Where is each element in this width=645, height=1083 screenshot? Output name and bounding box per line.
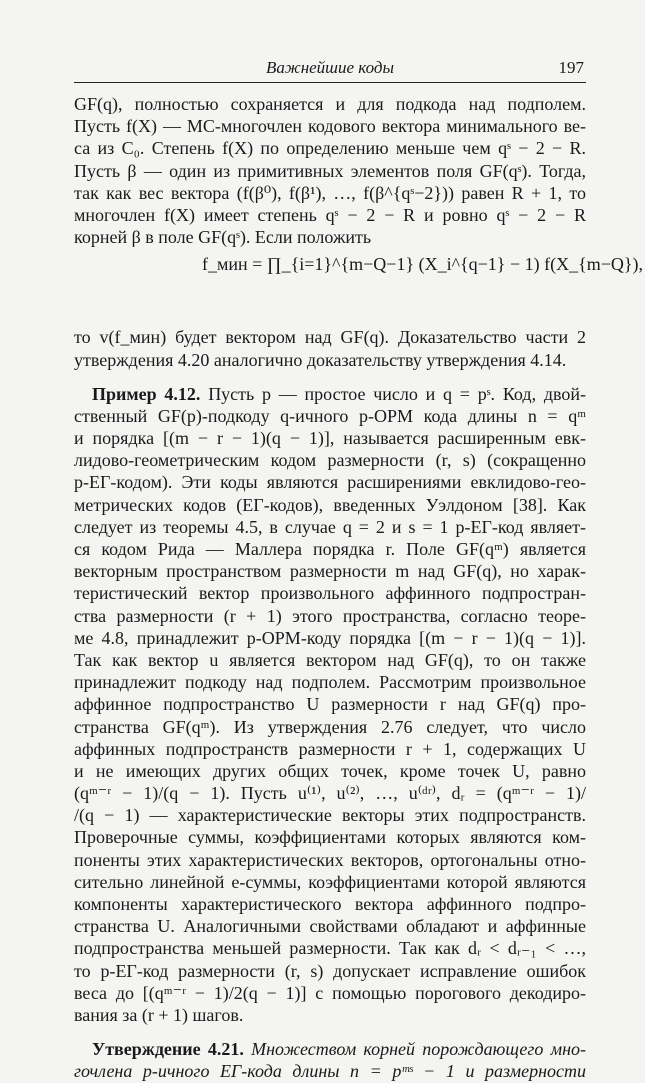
text-line: ся кодом Рида — Маллера порядка r. Поле GF(qᵐ) является (74, 539, 586, 559)
text-line: принадлежит подкоду над подполем. Рассмотрим произвольное (74, 672, 586, 693)
statement-line-text: Множеством корней порождающего мно- (251, 1039, 587, 1060)
statement-4-21 (74, 1038, 586, 1082)
text-line: подпространства меньшей размерности. Так как dᵣ < dᵣ₋₁ < …, (74, 938, 586, 959)
paragraph-2 (74, 326, 586, 370)
text-line: ства размерности (r + 1) этого пространства, согласно теоре- (74, 605, 586, 626)
text-line: поненты этих характеристических векторов, ортогональны отно- (74, 849, 586, 870)
text-line: GF(q), полностью сохраняется и для подкода над подполем. (74, 94, 586, 114)
text-line: утверждения 4.20 аналогично доказательству утверждения 4.14. (74, 349, 567, 370)
display-formula (74, 248, 644, 326)
formula-text: f_мин = ∏_{i=1}^{m−Q−1} (X_i^{q−1} − 1) f(X_{m−Q}), (202, 254, 644, 275)
text-line: так как вес вектора (f(β⁰), f(β¹), …, f(β^{qˢ−2})) равен R + 1, то (74, 182, 586, 203)
text-line: са из C₀. Степень f(X) по определению меньше чем qˢ − 2 − R. (74, 138, 586, 159)
text-line: аффинное подпространство U размерности r над GF(q) про- (74, 694, 586, 715)
text-line: компоненты характеристического вектора аффинного подпро- (74, 894, 586, 914)
text-line: многочлен f(X) имеет степень qˢ − 2 − R и ровно qˢ − 2 − R (74, 204, 586, 225)
text-line: Пусть f(X) — MC-многочлен кодового вектора минимального ве- (74, 116, 586, 137)
statement-heading: Утверждение 4.21. (92, 1039, 244, 1060)
text-line: Пусть β — один из примитивных элементов поля GF(qˢ). Тогда, (74, 160, 586, 181)
text-line: Проверочные суммы, коэффициентами которых являются ком- (74, 827, 586, 848)
text-line: Так как вектор u является вектором над GF(q), то он также (74, 649, 586, 670)
text-line: корней β в поле GF(qˢ). Если положить (74, 227, 372, 248)
text-line: веса до [(qᵐ⁻ʳ − 1)/2(q − 1)] с помощью порогового декодиро- (74, 982, 586, 1003)
example-line-text: Пусть p — простое число и q = pˢ. Код, двой- (208, 383, 586, 404)
text-line: метрических кодов (ЕГ-кодов), введенных Уэлдоном [38]. Как (74, 494, 586, 515)
text-line (74, 1038, 586, 1060)
text-line: /(q − 1) — характеристические векторы этих подпространств. (74, 805, 586, 826)
text-line: то v(f_мин) будет вектором над GF(q). Доказательство части 2 (74, 327, 586, 348)
running-title: Важнейшие коды (266, 58, 394, 77)
text-line: то р-ЕГ-код размерности (r, s) допускает исправление ошибок (74, 960, 586, 981)
text-line: и не имеющих других общих точек, кроме точек U, равно (74, 760, 586, 781)
text-line: вания за (r + 1) шагов. (74, 1004, 244, 1025)
text-line: ственный GF(p)-подкоду q-ичного р-ОРМ кода длины n = qᵐ (74, 405, 586, 426)
text-line: странства U. Аналогичными свойствами обладают и аффинные (74, 916, 586, 937)
page-number: 197 (558, 58, 584, 77)
text-line (74, 383, 586, 405)
text-line: векторным пространством размерности m над GF(q), но харак- (74, 561, 586, 582)
text-line: сительно линейной e-суммы, коэффициентами которой являются (74, 871, 586, 892)
paragraph-1 (74, 93, 586, 248)
text-line: (qᵐ⁻ʳ − 1)/(q − 1). Пусть u⁽¹⁾, u⁽²⁾, …, u⁽ᵈʳ⁾, dᵣ = (qᵐ⁻ʳ − 1)/ (74, 783, 586, 804)
text-line: и порядка [(m − r − 1)(q − 1)], называется расширенным евк- (74, 428, 586, 449)
running-header (74, 56, 586, 83)
text-line: следует из теоремы 4.5, в случае q = 2 и s = 1 р-ЕГ-код являет- (74, 516, 586, 537)
text-line: странства GF(qᵐ). Из утверждения 2.76 следует, что число (74, 716, 586, 737)
example-4-12 (74, 383, 586, 1026)
text-line: лидово-геометрическим кодом размерности (r, s) (сокращенно (74, 450, 586, 471)
text-line: ме 4.8, принадлежит р-ОРМ-коду порядка [(m − r − 1)(q − 1)]. (74, 627, 586, 648)
text-line: аффинных подпространств размерности r + 1, содержащих U (74, 738, 586, 759)
text-line: гочлена p-ичного ЕГ-кода длины n = pᵐˢ − 1 и размерности (74, 1061, 586, 1082)
example-heading: Пример 4.12. (92, 383, 201, 404)
page-body (74, 93, 644, 1083)
text-line: р-ЕГ-кодом). Эти коды являются расширениями евклидово-гео- (74, 472, 586, 493)
text-line: теристический вектор произвольного аффинного подпростран- (74, 583, 586, 604)
